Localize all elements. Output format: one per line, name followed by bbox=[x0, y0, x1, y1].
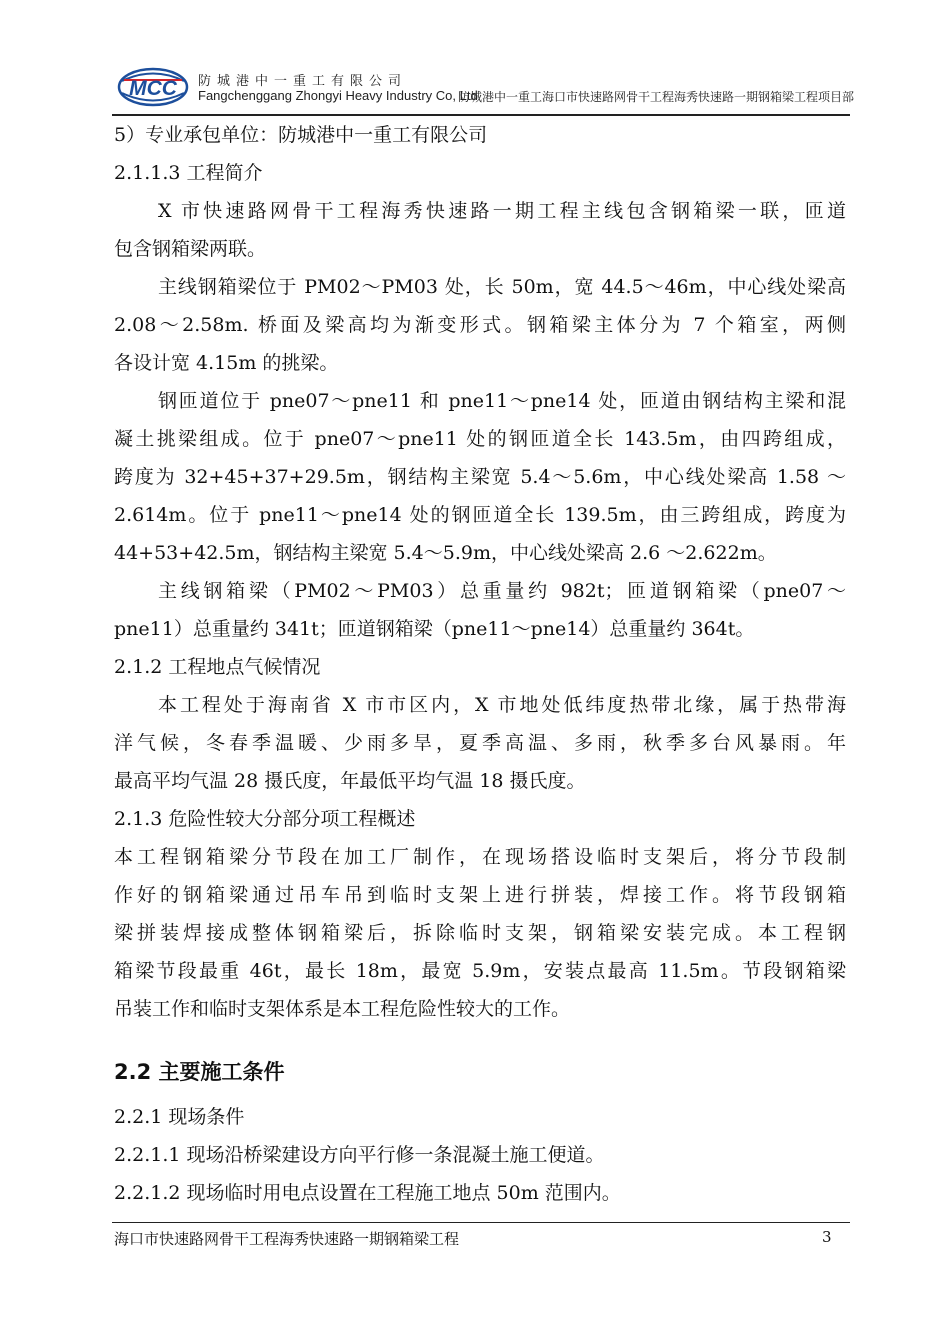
paragraph-line: 包含钢箱梁两联。 bbox=[114, 238, 267, 260]
paragraph-line: 凝土挑梁组成。位于 pne07～pne11 处的钢匝道全长 143.5m，由四跨组成， bbox=[114, 428, 846, 450]
paragraph-line: 5）专业承包单位：防城港中一重工有限公司 bbox=[114, 124, 488, 146]
footer-divider bbox=[112, 1222, 850, 1223]
logo-text: MCC bbox=[129, 77, 177, 100]
paragraph-line: 2.2.1.1 现场沿桥梁建设方向平行修一条混凝土施工便道。 bbox=[114, 1144, 605, 1166]
section-heading: 2.2.1 现场条件 bbox=[114, 1106, 245, 1128]
paragraph-line: X 市快速路网骨干工程海秀快速路一期工程主线包含钢箱梁一联，匝道 bbox=[158, 200, 846, 222]
section-heading: 2.1.1.3 工程简介 bbox=[114, 162, 263, 184]
paragraph-line: 吊装工作和临时支架体系是本工程危险性较大的工作。 bbox=[114, 998, 571, 1020]
chapter-heading: 2.2 主要施工条件 bbox=[114, 1060, 285, 1084]
paragraph-line: 跨度为 32+45+37+29.5m，钢结构主梁宽 5.4～5.6m，中心线处梁高 1.58 ～ bbox=[114, 466, 846, 488]
mcc-logo-icon bbox=[116, 66, 190, 108]
document-body bbox=[114, 116, 846, 1212]
paragraph-line: 2.2.1.2 现场临时用电点设置在工程施工地点 50m 范围内。 bbox=[114, 1182, 621, 1204]
paragraph-line: 主线钢箱梁（PM02～PM03）总重量约 982t；匝道钢箱梁（pne07～ bbox=[158, 580, 846, 602]
paragraph-line: 最高平均气温 28 摄氏度，年最低平均气温 18 摄氏度。 bbox=[114, 770, 586, 792]
paragraph-line: 作好的钢箱梁通过吊车吊到临时支架上进行拼装，焊接工作。将节段钢箱 bbox=[114, 884, 846, 906]
project-department: 防城港中一重工海口市快速路网骨干工程海秀快速路一期钢箱梁工程项目部 bbox=[458, 90, 855, 104]
paragraph-line: 箱梁节段最重 46t，最长 18m，最宽 5.9m，安装点最高 11.5m。节段钢箱梁 bbox=[114, 960, 846, 982]
paragraph-line: 本工程钢箱梁分节段在加工厂制作，在现场搭设临时支架后，将分节段制 bbox=[114, 846, 846, 868]
page-number: 3 bbox=[822, 1228, 832, 1246]
company-name-cn: 防城港中一重工有限公司 bbox=[198, 74, 408, 89]
paragraph-line: 2.08～2.58m. 桥面及梁高均为渐变形式。钢箱梁主体分为 7 个箱室，两侧 bbox=[114, 314, 846, 336]
paragraph-line: 主线钢箱梁位于 PM02～PM03 处，长 50m，宽 44.5～46m，中心线处梁高 bbox=[158, 276, 846, 298]
section-heading: 2.1.3 危险性较大分部分项工程概述 bbox=[114, 808, 416, 830]
page-header bbox=[112, 58, 855, 114]
paragraph-line: 各设计宽 4.15m 的挑梁。 bbox=[114, 352, 339, 374]
paragraph-line: 洋气候，冬春季温暖、少雨多旱，夏季高温、多雨，秋季多台风暴雨。年 bbox=[114, 732, 846, 754]
company-name-en: Fangchenggang Zhongyi Heavy Industry Co, Ltd bbox=[198, 88, 478, 103]
footer-title: 海口市快速路网骨干工程海秀快速路一期钢箱梁工程 bbox=[114, 1230, 460, 1248]
paragraph-line: 2.614m。位于 pne11～pne14 处的钢匝道全长 139.5m，由三跨组成，跨度为 bbox=[114, 504, 846, 526]
paragraph-line: 本工程处于海南省 X 市市区内，X 市地处低纬度热带北缘，属于热带海 bbox=[158, 694, 846, 716]
paragraph-line: pne11）总重量约 341t；匝道钢箱梁（pne11～pne14）总重量约 364t。 bbox=[114, 618, 755, 640]
paragraph-line: 梁拼装焊接成整体钢箱梁后，拆除临时支架，钢箱梁安装完成。本工程钢 bbox=[114, 922, 846, 944]
section-heading: 2.1.2 工程地点气候情况 bbox=[114, 656, 321, 678]
paragraph-line: 钢匝道位于 pne07～pne11 和 pne11～pne14 处，匝道由钢结构主梁和混 bbox=[158, 390, 846, 412]
paragraph-line: 44+53+42.5m，钢结构主梁宽 5.4～5.9m，中心线处梁高 2.6 ～2.622m。 bbox=[114, 542, 777, 564]
